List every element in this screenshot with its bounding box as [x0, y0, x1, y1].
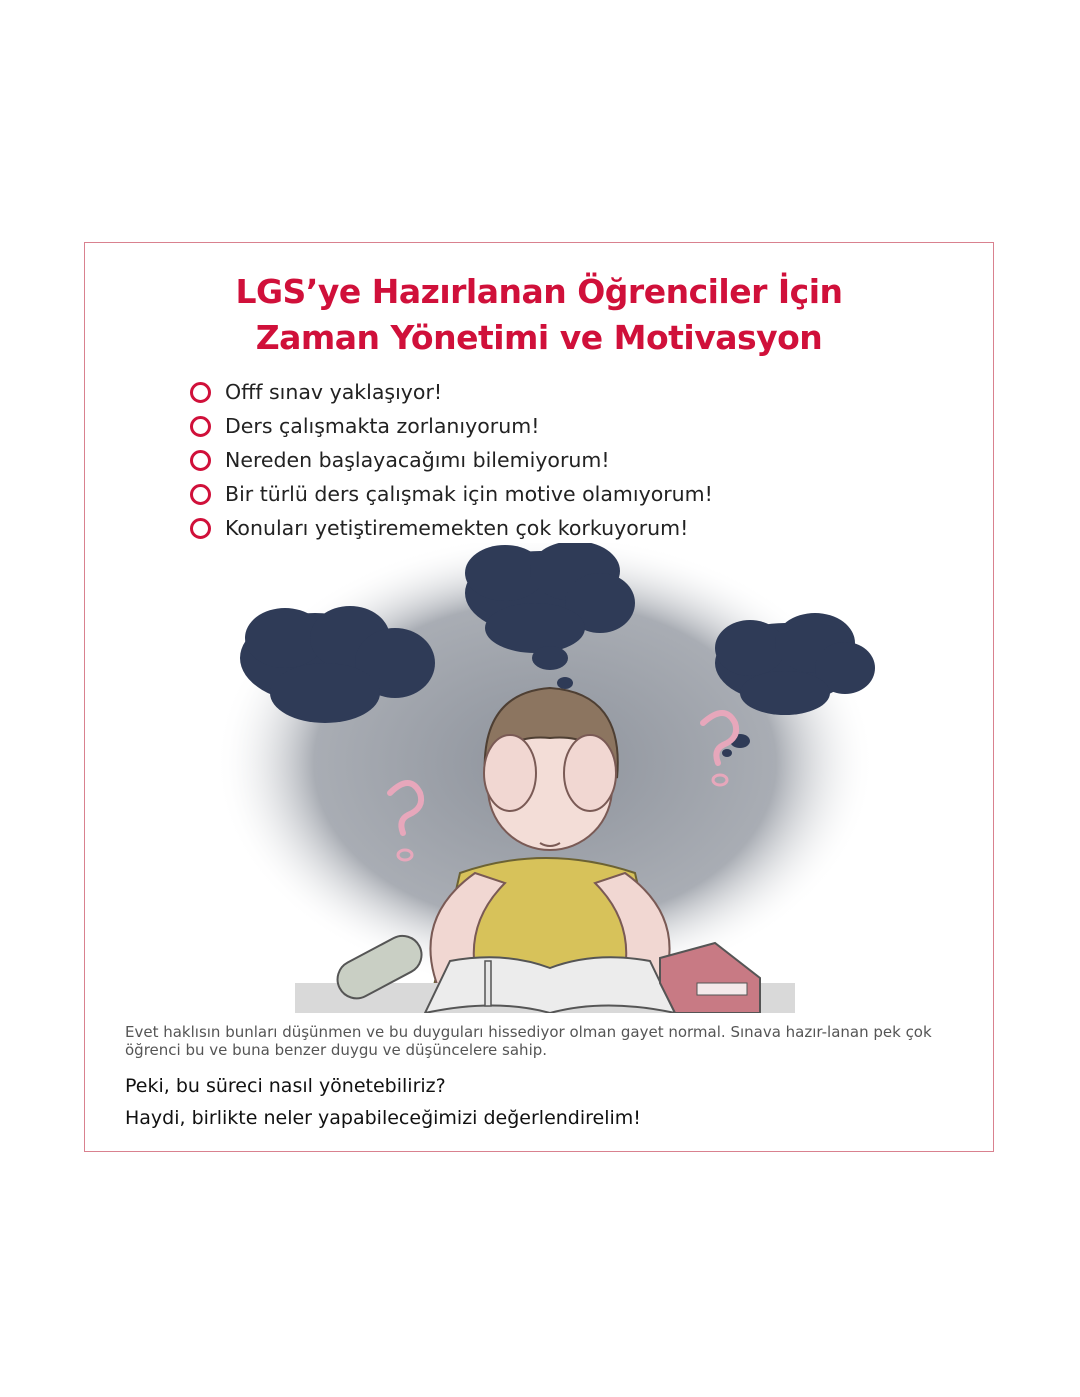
circle-bullet-icon — [190, 484, 211, 505]
circle-bullet-icon — [190, 518, 211, 539]
book-stack — [660, 943, 760, 1013]
list-item: Nereden başlayacağımı bilemiyorum! — [190, 443, 713, 477]
page-title — [85, 269, 993, 361]
circle-bullet-icon — [190, 416, 211, 437]
question-line-1: Peki, bu süreci nasıl yönetebiliriz? — [125, 1075, 446, 1097]
circle-bullet-icon — [190, 450, 211, 471]
title-line-1: LGS’ye Hazırlanan Öğrenciler İçin — [235, 272, 843, 311]
concern-list — [190, 375, 713, 545]
left-hand — [484, 735, 536, 811]
list-item: Ders çalışmakta zorlanıyorum! — [190, 409, 713, 443]
list-item: Konuları yetiştirememekten çok korkuyorum! — [190, 511, 713, 545]
pencil — [485, 961, 491, 1006]
stressed-student-illustration — [205, 543, 885, 1013]
right-hand — [564, 735, 616, 811]
content-frame — [84, 242, 994, 1152]
list-item: Offf sınav yaklaşıyor! — [190, 375, 713, 409]
list-item: Bir türlü ders çalışmak için motive olamıyorum! — [190, 477, 713, 511]
question-line-2: Haydi, birlikte neler yapabileceğimizi değerlendirelim! — [125, 1107, 641, 1129]
body-paragraph: Evet haklısın bunları düşünmen ve bu duyguları hissediyor olman gayet normal. Sınava hazır-lanan pek çok öğrenci bu ve buna benzer duygu ve düşüncelere sahip. — [125, 1023, 932, 1059]
title-line-2: Zaman Yönetimi ve Motivasyon — [255, 318, 823, 357]
circle-bullet-icon — [190, 382, 211, 403]
